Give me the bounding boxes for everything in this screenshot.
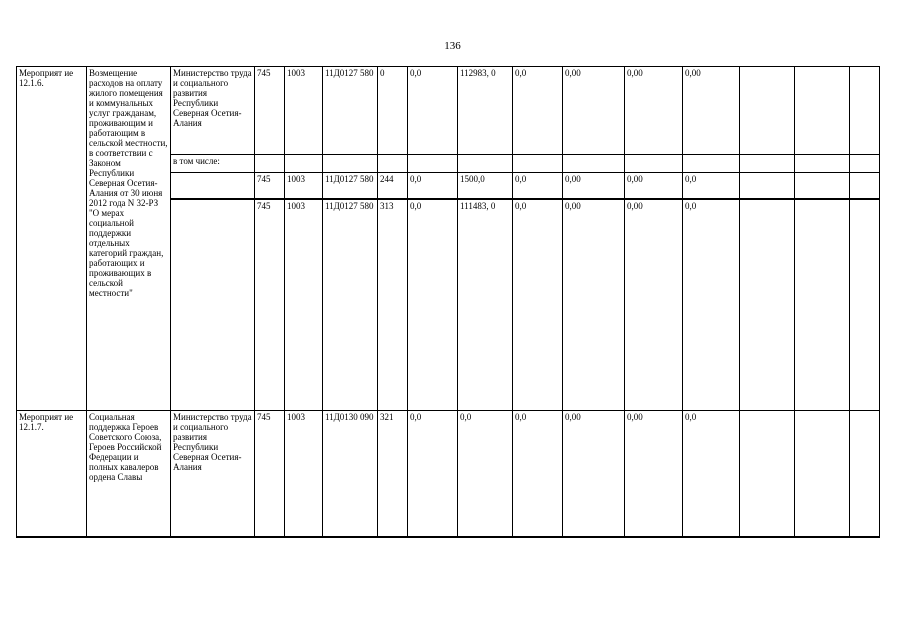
event-code-cell: Мероприят ие 12.1.6. — [17, 67, 87, 411]
rzpr-cell: 1003 — [285, 199, 323, 411]
value-cell: 0,0 — [513, 199, 563, 411]
value-cell: 0,00 — [625, 411, 683, 537]
value-cell — [740, 155, 795, 173]
value-cell — [740, 411, 795, 537]
event-code-cell: Мероприят ие 12.1.7. — [17, 411, 87, 537]
value-cell: 0,0 — [408, 67, 458, 155]
value-cell — [850, 173, 880, 199]
value-cell: 1500,0 — [458, 173, 513, 199]
value-cell — [740, 173, 795, 199]
rzpr-cell: 1003 — [285, 173, 323, 199]
value-cell: 0,0 — [683, 411, 740, 537]
executor-cell: Министерство труда и социального развития Республики Северная Осетия-Алания — [171, 411, 255, 537]
value-cell — [408, 155, 458, 173]
value-cell — [740, 199, 795, 411]
value-cell — [795, 411, 850, 537]
executor-cell — [171, 173, 255, 199]
grbs-cell: 745 — [255, 173, 285, 199]
grbs-cell: 745 — [255, 199, 285, 411]
value-cell: 0,0 — [408, 411, 458, 537]
value-cell: 111483, 0 — [458, 199, 513, 411]
executor-cell: Министерство труда и социального развития Республики Северная Осетия-Алания — [171, 67, 255, 155]
grbs-cell — [255, 155, 285, 173]
csr-cell: 11Д0130 090 — [323, 411, 378, 537]
value-cell — [850, 155, 880, 173]
csr-cell: 11Д0127 580 — [323, 67, 378, 155]
vr-cell — [378, 155, 408, 173]
value-cell: 0,00 — [563, 199, 625, 411]
rzpr-cell: 1003 — [285, 411, 323, 537]
value-cell — [795, 67, 850, 155]
executor-cell: в том числе: — [171, 155, 255, 173]
executor-cell — [171, 199, 255, 411]
value-cell — [563, 155, 625, 173]
value-cell: 0,0 — [683, 173, 740, 199]
value-cell: 0,0 — [408, 173, 458, 199]
value-cell — [625, 155, 683, 173]
value-cell: 112983, 0 — [458, 67, 513, 155]
value-cell: 0,00 — [563, 173, 625, 199]
csr-cell: 11Д0127 580 — [323, 199, 378, 411]
csr-cell — [323, 155, 378, 173]
rzpr-cell — [285, 155, 323, 173]
vr-cell: 0 — [378, 67, 408, 155]
vr-cell: 244 — [378, 173, 408, 199]
value-cell: 0,0 — [513, 173, 563, 199]
page-number: 136 — [444, 40, 461, 52]
vr-cell: 321 — [378, 411, 408, 537]
value-cell: 0,00 — [625, 67, 683, 155]
value-cell: 0,0 — [458, 411, 513, 537]
value-cell — [850, 411, 880, 537]
grbs-cell: 745 — [255, 67, 285, 155]
value-cell: 0,0 — [513, 411, 563, 537]
rzpr-cell: 1003 — [285, 67, 323, 155]
value-cell — [795, 199, 850, 411]
vr-cell: 313 — [378, 199, 408, 411]
value-cell — [850, 199, 880, 411]
value-cell: 0,00 — [625, 199, 683, 411]
budget-table — [16, 66, 880, 538]
value-cell — [513, 155, 563, 173]
value-cell — [850, 67, 880, 155]
event-name-cell: Социальная поддержка Героев Советского Союза, Героев Российской Федерации и полных кавалеров ордена Славы — [87, 411, 171, 537]
event-name-cell: Возмещение расходов на оплату жилого помещения и коммунальных услуг гражданам, проживающим и работающим в сельской местности, в соответствии с Законом Республики Северная Осетия-Алания от 30 июня 2012 года N 32-РЗ "О мерах социальной поддержки отдельных категорий граждан, работающих и проживающих в сельской местности" — [87, 67, 171, 411]
value-cell — [683, 155, 740, 173]
table-row — [17, 67, 880, 155]
value-cell: 0,0 — [513, 67, 563, 155]
value-cell: 0,00 — [563, 67, 625, 155]
value-cell: 0,00 — [683, 67, 740, 155]
value-cell — [795, 173, 850, 199]
value-cell: 0,00 — [625, 173, 683, 199]
value-cell — [795, 155, 850, 173]
csr-cell: 11Д0127 580 — [323, 173, 378, 199]
grbs-cell: 745 — [255, 411, 285, 537]
value-cell — [740, 67, 795, 155]
value-cell: 0,0 — [408, 199, 458, 411]
table-row — [17, 411, 880, 537]
value-cell: 0,0 — [683, 199, 740, 411]
value-cell — [458, 155, 513, 173]
value-cell: 0,00 — [563, 411, 625, 537]
